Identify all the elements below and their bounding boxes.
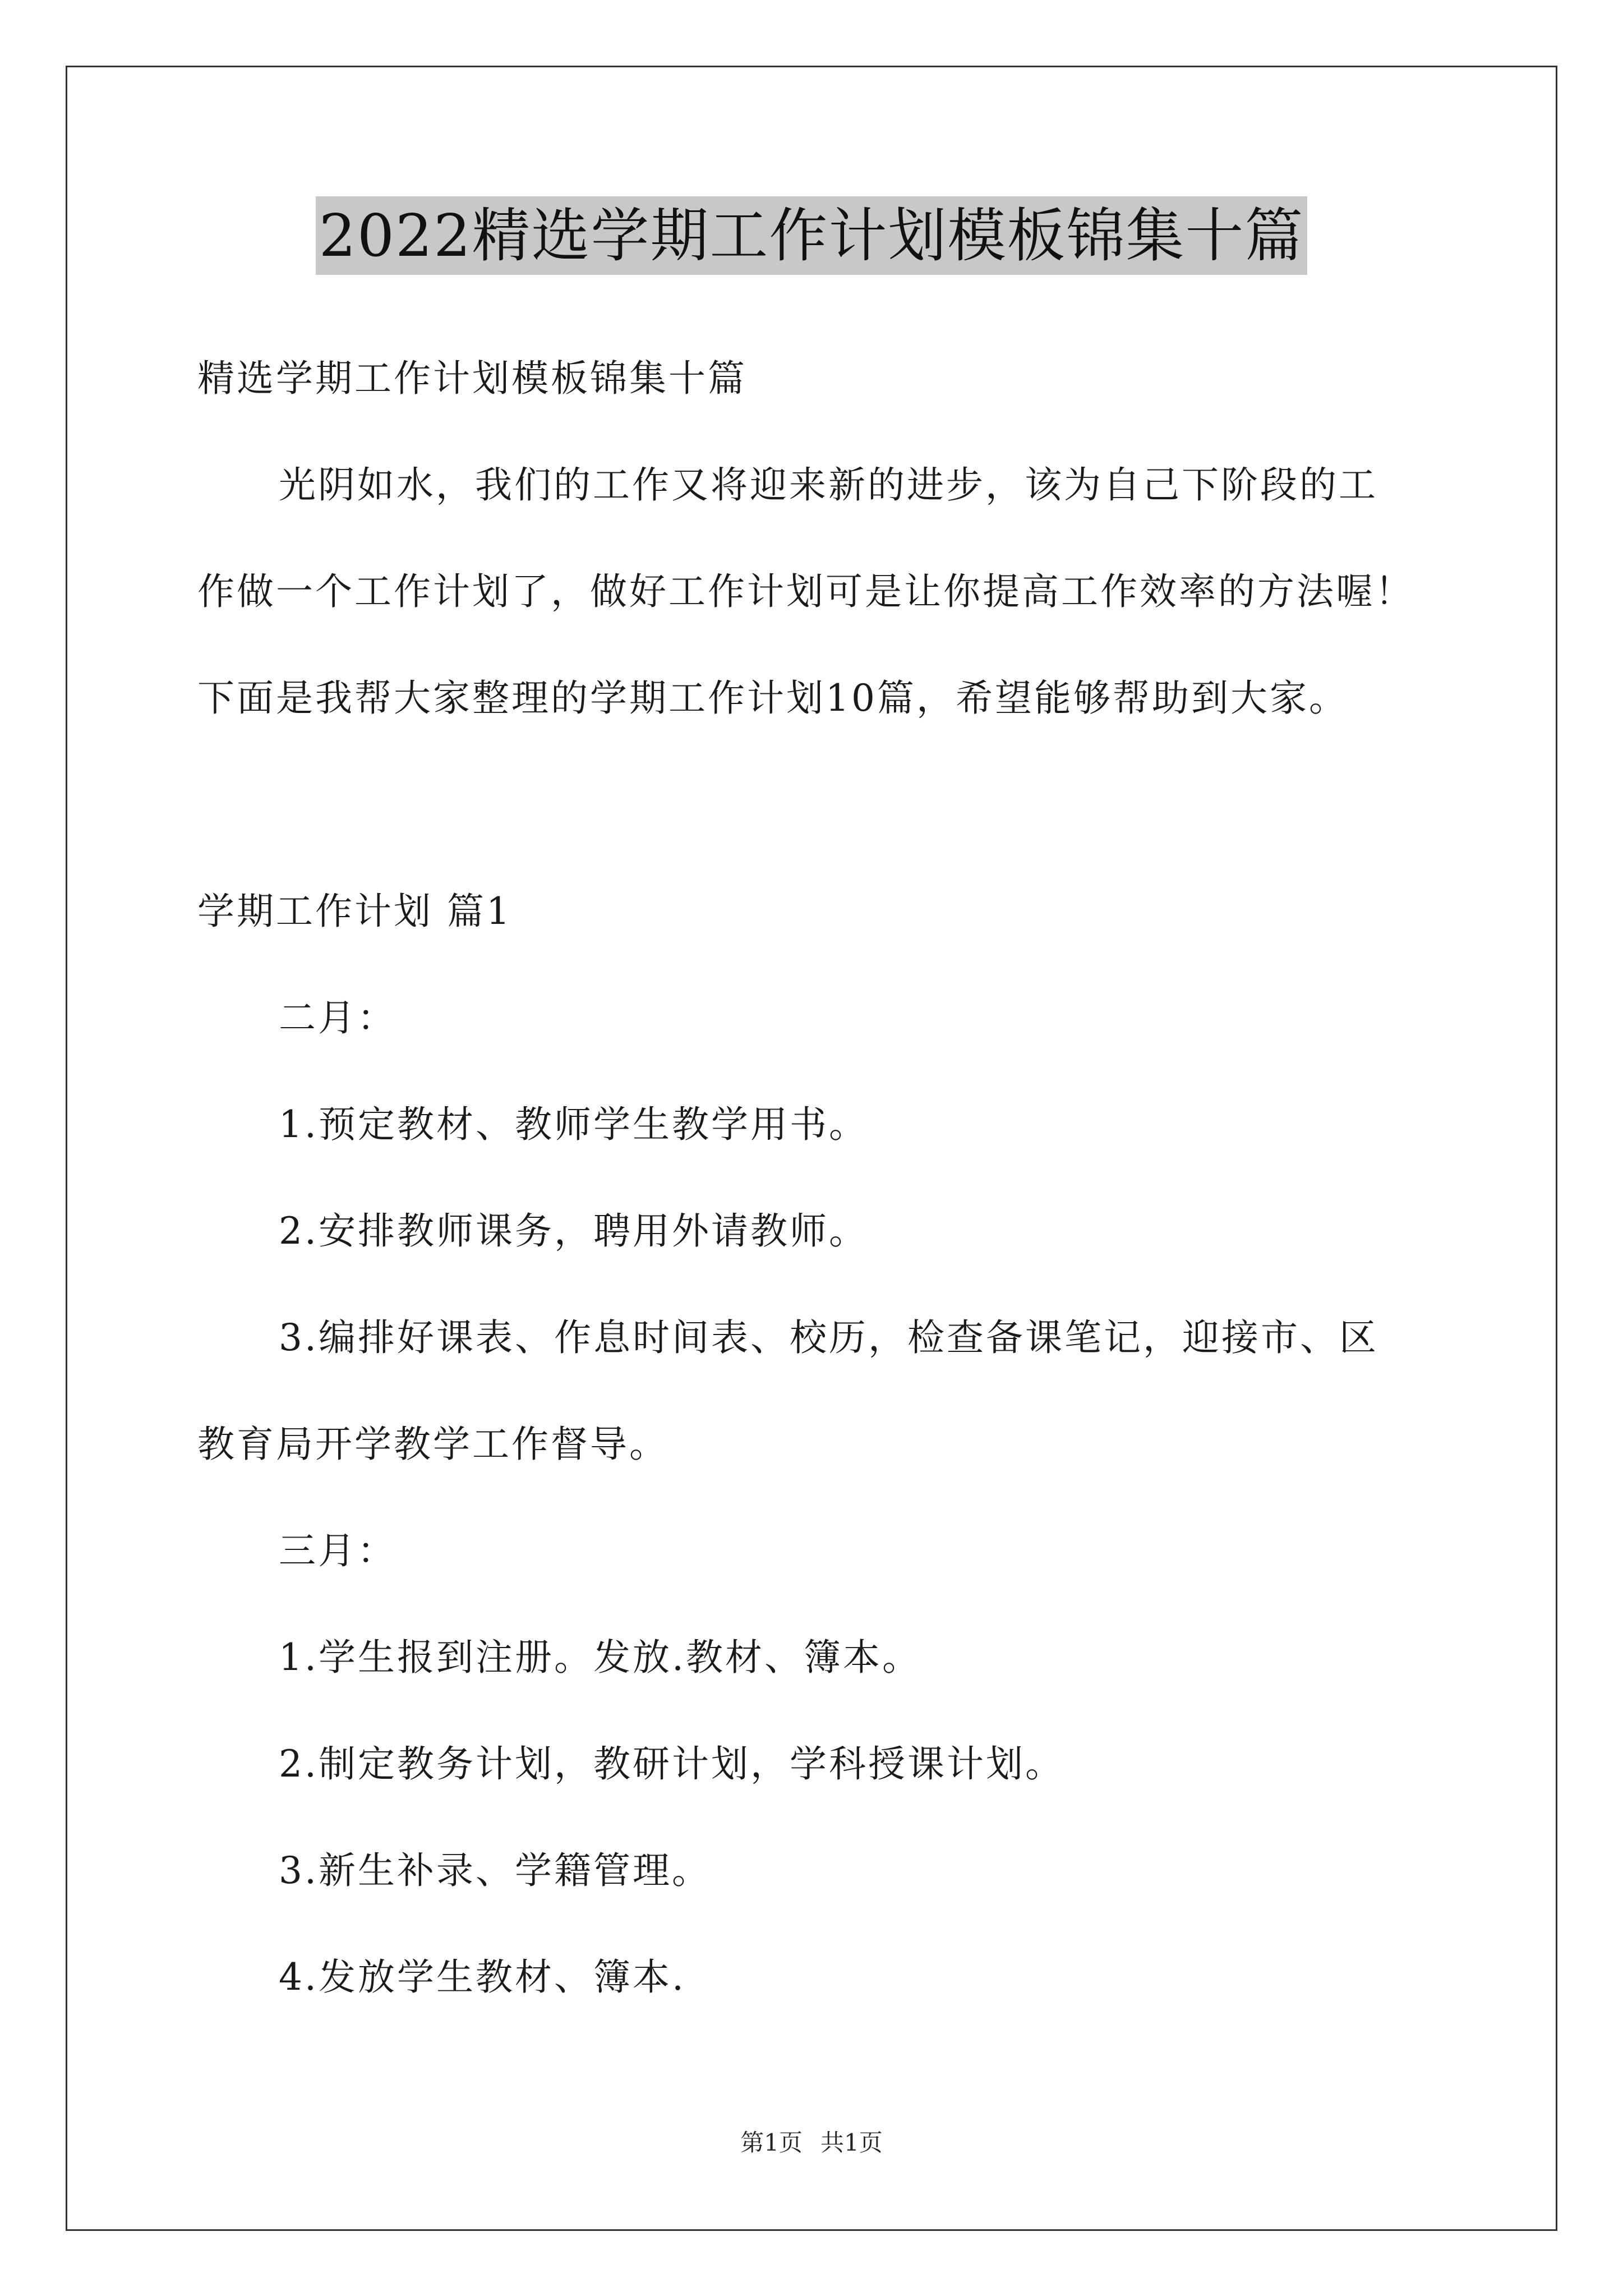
mar-heading: 三月： (279, 1529, 396, 1572)
document-title: 2022精选学期工作计划模板锦集十篇 (316, 196, 1308, 275)
document-subtitle: 精选学期工作计划模板锦集十篇 (197, 357, 747, 400)
intro-line-1: 光阴如水，我们的工作又将迎来新的进步，该为自己下阶段的工 (279, 463, 1378, 507)
page-footer (0, 2126, 1623, 2160)
feb-heading: 二月： (279, 996, 396, 1039)
feb-item-3: 3.编排好课表、作息时间表、校历，检查备课笔记，迎接市、区 (279, 1316, 1378, 1359)
title-wrap (0, 196, 1623, 275)
page-total: 共1页 (820, 2129, 883, 2156)
mar-item-1: 1.学生报到注册。发放.教材、簿本。 (279, 1636, 921, 1679)
mar-item-3: 3.新生补录、学籍管理。 (279, 1849, 711, 1892)
intro-line-3: 下面是我帮大家整理的学期工作计划10篇，希望能够帮助到大家。 (197, 677, 1348, 720)
feb-item-3-continued: 教育局开学教学工作督导。 (197, 1423, 668, 1466)
mar-item-4: 4.发放学生教材、簿本. (279, 1955, 686, 1999)
section-heading: 学期工作计划 篇1 (197, 890, 512, 933)
page-number: 第1页 (740, 2129, 803, 2156)
feb-item-1: 1.预定教材、教师学生教学用书。 (279, 1103, 868, 1146)
feb-item-2: 2.安排教师课务，聘用外请教师。 (279, 1209, 868, 1253)
intro-line-2: 作做一个工作计划了，做好工作计划可是让你提高工作效率的方法喔！ (197, 570, 1414, 613)
mar-item-2: 2.制定教务计划，教研计划，学科授课计划。 (279, 1742, 1064, 1786)
